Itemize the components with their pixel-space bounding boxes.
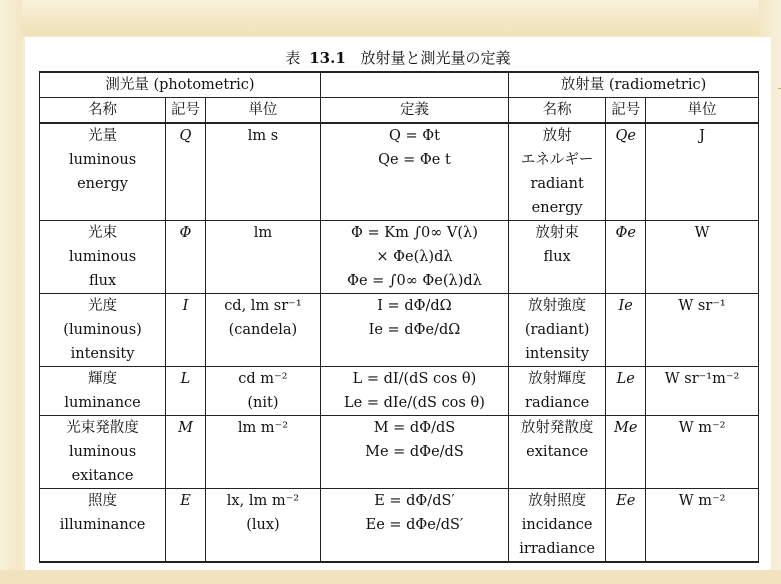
quantity-name-line: intensity — [70, 346, 135, 362]
quantity-symbol-value: M — [178, 420, 193, 436]
quantity-symbol-cell — [166, 416, 206, 489]
radiometric-name-cell — [508, 416, 605, 489]
quantity-name-line: (luminous) — [63, 322, 142, 338]
radiometric-symbol-cell — [606, 221, 646, 294]
quantity-definition-line: Me = dΦe/dS — [365, 444, 464, 460]
header-radiometric-unit: 単位 — [646, 98, 759, 124]
quantity-symbol-cell — [166, 367, 206, 416]
quantity-name-line: luminous — [68, 249, 137, 265]
quantity-definition-line: E = dΦ/dS′ — [374, 493, 455, 509]
quantity-name-line: illuminance — [59, 517, 146, 533]
quantity-definition-cell — [320, 489, 508, 563]
table-row — [40, 489, 759, 563]
radiometric-unit-line: W m⁻² — [678, 493, 726, 509]
quantity-name-line: flux — [88, 273, 117, 289]
quantity-definition-line: × Φe(λ)dλ — [376, 249, 453, 265]
quantity-unit-line: lm m⁻² — [237, 420, 289, 436]
quantity-name-line: energy — [77, 176, 128, 192]
definition-group-blank — [320, 72, 508, 98]
radiometric-unit-line: J — [699, 128, 705, 144]
radiometric-symbol-cell — [606, 294, 646, 367]
header-radiometric-symbol: 記号 — [606, 98, 646, 124]
quantities-table — [39, 71, 759, 563]
quantity-unit-line: (lux) — [246, 517, 280, 533]
radiometric-name-line: exitance — [526, 444, 589, 460]
quantity-definition-line: Qe = Φe t — [378, 152, 451, 168]
radiometric-name-cell — [508, 294, 605, 367]
radiometric-symbol-value: Ee — [616, 493, 636, 509]
header-name: 名称 — [40, 98, 166, 124]
quantity-symbol-cell — [166, 221, 206, 294]
quantity-symbol-cell — [166, 123, 206, 221]
radiometric-name-line: radiance — [525, 395, 590, 411]
quantity-definition-line: Φe = ∫0∞ Φe(λ)dλ — [347, 273, 482, 289]
radiometric-name-line: energy — [531, 200, 583, 216]
radiometric-symbol-cell — [606, 123, 646, 221]
quantity-definition-line: Q = Φt — [388, 128, 440, 144]
table-row — [40, 221, 759, 294]
radiometric-symbol-cell — [606, 367, 646, 416]
radiometric-name-line: 放射輝度 — [528, 371, 587, 387]
radiometric-symbol-value: Φe — [615, 225, 636, 241]
quantity-name-cell — [40, 221, 166, 294]
radiometric-name-line: irradiance — [519, 541, 595, 557]
photometric-group-header: 測光量 (photometric) — [40, 72, 321, 98]
radiometric-symbol-value: Qe — [615, 128, 636, 144]
caption-label: 表 — [285, 49, 301, 67]
quantity-unit-cell — [205, 489, 320, 563]
quantity-symbol-value: Φ — [179, 225, 192, 241]
quantity-unit-line: cd m⁻² — [238, 371, 288, 387]
header-symbol: 記号 — [166, 98, 206, 124]
radiometric-unit-cell — [646, 367, 759, 416]
table-body — [40, 123, 759, 562]
radiometric-group-header: 放射量 (radiometric) — [508, 72, 758, 98]
radiometric-name-line: radiant — [530, 176, 584, 192]
quantity-symbol-value: E — [180, 493, 191, 509]
quantity-definition-line: Φ = Km ∫0∞ V(λ) — [351, 225, 478, 241]
slide-frame-bottom — [0, 570, 781, 584]
quantity-name-line: luminous — [68, 444, 137, 460]
quantity-definition-cell — [320, 367, 508, 416]
quantity-name-cell — [40, 489, 166, 563]
quantity-symbol-cell — [166, 294, 206, 367]
slide-frame-left — [0, 0, 22, 584]
quantity-definition-cell — [320, 221, 508, 294]
document-page — [25, 37, 771, 570]
radiometric-name-cell — [508, 221, 605, 294]
quantity-name-cell — [40, 123, 166, 221]
quantity-unit-line: cd, lm sr⁻¹ — [224, 298, 302, 314]
quantity-unit-line: lm s — [247, 128, 279, 144]
radiometric-name-line: 放射束 — [535, 225, 579, 241]
radiometric-name-line: (radiant) — [524, 322, 590, 338]
radiometric-name-line: 放射 — [542, 128, 572, 144]
quantity-unit-line: lx, lm m⁻² — [226, 493, 300, 509]
quantity-symbol-value: I — [182, 298, 189, 314]
header-unit: 単位 — [205, 98, 320, 124]
radiometric-name-cell — [508, 489, 605, 563]
quantity-definition-cell — [320, 416, 508, 489]
quantity-unit-cell — [205, 123, 320, 221]
quantity-name-line: 光束 — [88, 225, 118, 241]
radiometric-unit-cell — [646, 416, 759, 489]
quantity-definition-line: Ee = dΦe/dS′ — [365, 517, 464, 533]
quantity-unit-line: lm — [253, 225, 273, 241]
caption-number: 13.1 — [309, 49, 346, 67]
radiometric-unit-line: W — [694, 225, 710, 241]
radiometric-name-line: 放射照度 — [528, 493, 587, 509]
quantity-unit-cell — [205, 416, 320, 489]
quantity-name-line: 光度 — [88, 298, 118, 314]
radiometric-name-line: エネルギー — [520, 152, 594, 168]
table-row — [40, 294, 759, 367]
table-caption — [25, 47, 771, 68]
quantity-definition-line: Ie = dΦe/dΩ — [368, 322, 461, 338]
radiometric-name-cell — [508, 367, 605, 416]
quantity-name-line: luminance — [64, 395, 141, 411]
quantity-name-cell — [40, 367, 166, 416]
quantity-symbol-cell — [166, 489, 206, 563]
quantity-name-line: 光束発散度 — [66, 420, 139, 436]
quantity-name-line: 光量 — [88, 128, 118, 144]
quantity-unit-cell — [205, 294, 320, 367]
radiometric-symbol-value: Me — [613, 420, 638, 436]
radiometric-unit-line: W sr⁻¹m⁻² — [664, 371, 740, 387]
quantity-unit-cell — [205, 221, 320, 294]
radiometric-unit-cell — [646, 123, 759, 221]
radiometric-unit-cell — [646, 221, 759, 294]
quantity-name-line: luminous — [68, 152, 137, 168]
table-row — [40, 367, 759, 416]
radiometric-name-line: intensity — [525, 346, 590, 362]
radiometric-symbol-cell — [606, 489, 646, 563]
quantity-definition-line: I = dΦ/dΩ — [377, 298, 452, 314]
radiometric-name-line: incidance — [521, 517, 593, 533]
quantity-name-cell — [40, 294, 166, 367]
quantity-definition-line: Le = dIe/(dS cos θ) — [344, 395, 485, 411]
header-definition: 定義 — [320, 98, 508, 124]
quantity-name-line: exitance — [71, 468, 134, 484]
radiometric-name-line: 放射発散度 — [520, 420, 594, 436]
quantity-definition-cell — [320, 123, 508, 221]
table-row — [40, 123, 759, 221]
quantity-name-line: 輝度 — [88, 371, 118, 387]
radiometric-name-line: 放射強度 — [528, 298, 587, 314]
quantity-name-line: 照度 — [88, 493, 118, 509]
radiometric-unit-cell — [646, 489, 759, 563]
radiometric-unit-line: W m⁻² — [678, 420, 726, 436]
slide-frame-top — [0, 0, 781, 36]
quantity-unit-cell — [205, 367, 320, 416]
quantity-definition-line: L = dI/(dS cos θ) — [352, 371, 477, 387]
header-radiometric-name: 名称 — [508, 98, 605, 124]
quantity-definition-line: M = dΦ/dS — [373, 420, 456, 436]
quantity-name-cell — [40, 416, 166, 489]
radiometric-unit-line: W sr⁻¹ — [678, 298, 726, 314]
caption-title: 放射量と測光量の定義 — [360, 49, 511, 67]
quantity-symbol-value: L — [180, 371, 191, 387]
radiometric-symbol-value: Ie — [618, 298, 633, 314]
quantity-unit-line: (candela) — [228, 322, 298, 338]
radiometric-name-line: flux — [543, 249, 571, 265]
quantity-symbol-value: Q — [179, 128, 192, 144]
radiometric-name-cell — [508, 123, 605, 221]
table-row — [40, 416, 759, 489]
radiometric-unit-cell — [646, 294, 759, 367]
radiometric-symbol-cell — [606, 416, 646, 489]
radiometric-symbol-value: Le — [616, 371, 635, 387]
quantity-definition-cell — [320, 294, 508, 367]
quantity-unit-line: (nit) — [247, 395, 279, 411]
